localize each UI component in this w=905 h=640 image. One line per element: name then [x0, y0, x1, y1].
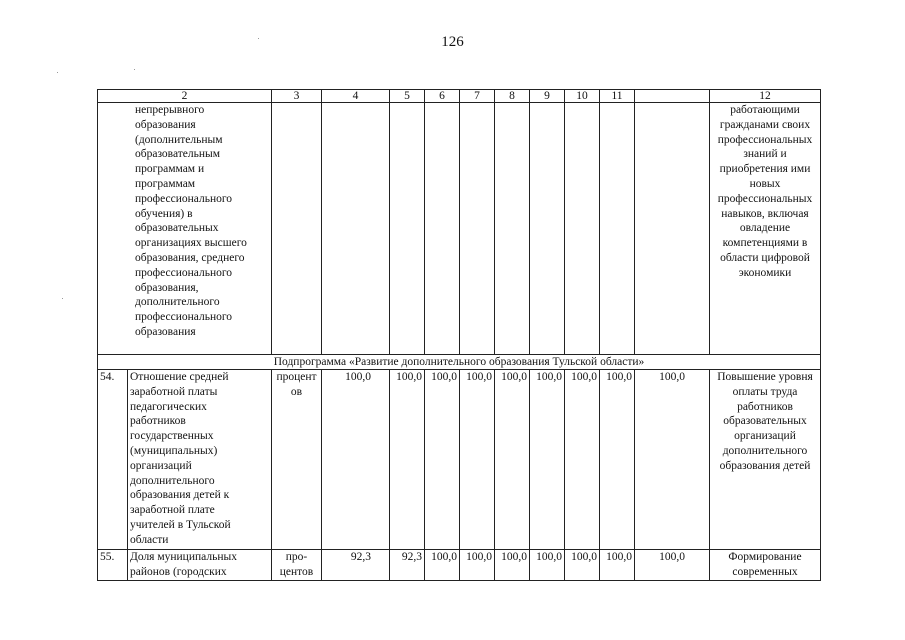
- value-cell: 100,0: [600, 550, 635, 581]
- result-cell: [710, 550, 821, 581]
- header-col-11: 11: [600, 90, 635, 103]
- indicator-text: непрерывного образования (дополнительным образовательным программам и программам профессионального обучения) в образовательных организациях высшего образования, среднего профессионального образования, дополнительного профессионального образования: [135, 104, 247, 338]
- header-col-blank: [635, 90, 710, 103]
- indicator-cell: [128, 550, 272, 581]
- value-cell: 100,0: [530, 370, 565, 550]
- header-col-12: 12: [710, 90, 821, 103]
- unit-text: процент ов: [276, 371, 317, 398]
- indicator-cell: [98, 103, 272, 355]
- result-text: работающими гражданами своих профессиональных знаний и приобретения ими новых профессиональных навыков, включая овладение компетенциями в области цифровой экономики: [717, 104, 813, 279]
- result-text: Повышение уровня оплаты труда работников образовательных организаций дополнительного образования детей: [717, 371, 813, 472]
- unit-cell: [272, 370, 322, 550]
- result-text: Формирование современных: [728, 551, 802, 578]
- unit-cell: [272, 103, 322, 355]
- header-col-3: 3: [272, 90, 322, 103]
- value-cell: 92,3: [322, 550, 390, 581]
- value-cell: 100,0: [565, 550, 600, 581]
- value-cell: [565, 103, 600, 355]
- row-number: 54.: [98, 370, 128, 550]
- value-cell: [635, 103, 710, 355]
- subprogram-row: [98, 355, 821, 370]
- row-number: 55.: [98, 550, 128, 581]
- scan-speck: [134, 69, 135, 70]
- value-cell: 100,0: [495, 550, 530, 581]
- value-cell: 100,0: [600, 370, 635, 550]
- value-cell: 100,0: [425, 550, 460, 581]
- value-cell: 100,0: [460, 550, 495, 581]
- result-cell: [710, 370, 821, 550]
- indicators-table: [97, 89, 821, 581]
- value-cell: [460, 103, 495, 355]
- page-number: 126: [441, 34, 464, 50]
- table-row-continued: [98, 103, 821, 355]
- unit-cell: [272, 550, 322, 581]
- value-cell: 92,3: [390, 550, 425, 581]
- indicator-text: Доля муниципальных районов (городских: [130, 551, 237, 578]
- value-cell: 100,0: [390, 370, 425, 550]
- indicator-text: Отношение средней заработной платы педагогических работников государственных (муниципальных) организаций дополнительного образования детей к заработной плате учителей в Тульской области: [130, 371, 231, 546]
- scan-speck: [62, 298, 63, 299]
- header-col-9: 9: [530, 90, 565, 103]
- value-cell: 100,0: [635, 550, 710, 581]
- column-header-row: [98, 90, 821, 103]
- header-col-4: 4: [322, 90, 390, 103]
- value-cell: 100,0: [495, 370, 530, 550]
- value-cell: [322, 103, 390, 355]
- value-cell: 100,0: [425, 370, 460, 550]
- subprogram-title: Подпрограмма «Развитие дополнительного образования Тульской области»: [98, 355, 821, 370]
- result-cell: [710, 103, 821, 355]
- scan-speck: [258, 38, 259, 39]
- value-cell: [425, 103, 460, 355]
- header-col-6: 6: [425, 90, 460, 103]
- header-col-5: 5: [390, 90, 425, 103]
- value-cell: [600, 103, 635, 355]
- table-row-55: [98, 550, 821, 581]
- value-cell: [495, 103, 530, 355]
- value-cell: 100,0: [565, 370, 600, 550]
- header-col-2: 2: [98, 90, 272, 103]
- unit-text: про- центов: [279, 551, 314, 578]
- value-cell: [530, 103, 565, 355]
- value-cell: 100,0: [322, 370, 390, 550]
- value-cell: [390, 103, 425, 355]
- scan-speck: [57, 72, 58, 73]
- indicator-cell: [128, 370, 272, 550]
- table-row-54: [98, 370, 821, 550]
- header-col-7: 7: [460, 90, 495, 103]
- value-cell: 100,0: [460, 370, 495, 550]
- header-col-8: 8: [495, 90, 530, 103]
- value-cell: 100,0: [530, 550, 565, 581]
- header-col-10: 10: [565, 90, 600, 103]
- value-cell: 100,0: [635, 370, 710, 550]
